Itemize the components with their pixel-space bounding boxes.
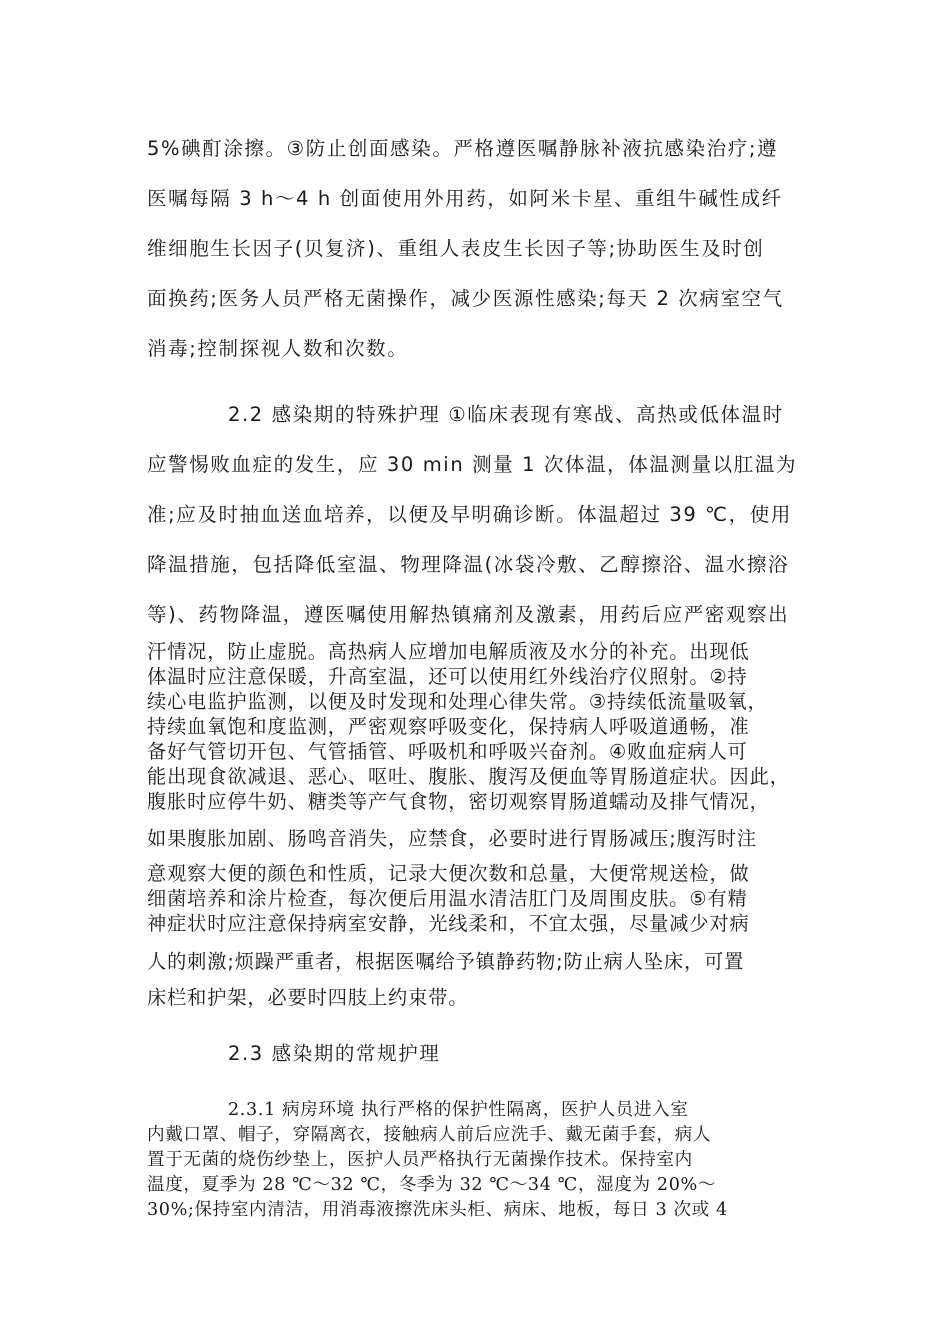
text-line: 床栏和护架，必要时四肢上约束带。 (147, 986, 469, 1009)
text-line: 备好气管切开包、气管插管、呼吸机和呼吸兴奋剂。④败血症病人可 (147, 740, 748, 763)
text-line: 置于无菌的烧伤纱垫上，医护人员严格执行无菌操作技术。保持室内 (147, 1150, 693, 1170)
text-line: 体温时应注意保暖，升高室温，还可以使用红外线治疗仪照射。②持 (147, 665, 748, 688)
text-line: 腹胀时应停牛奶、糖类等产气食物，密切观察胃肠道蠕动及排气情况， (147, 790, 770, 813)
text-line: 维细胞生长因子(贝复济)、重组人表皮生长因子等;协助医生及时创 (147, 237, 765, 260)
text-line: 持续血氧饱和度监测，严密观察呼吸变化，保持病人呼吸道通畅，准 (147, 715, 750, 738)
text-line: 内戴口罩、帽子，穿隔离衣，接触病人前后应洗手、戴无菌手套，病人 (147, 1125, 712, 1145)
text-line: 30%;保持室内清洁，用消毒液擦洗床头柜、病床、地板，每日 3 次或 4 (147, 1200, 728, 1220)
section-2-3-1-heading-line: 2.3.1 病房环境 执行严格的保护性隔离，医护人员进入室 (228, 1100, 689, 1120)
text-line: 面换药;医务人员严格无菌操作，减少医源性感染;每天 2 次病室空气 (147, 287, 784, 310)
text-line: 神症状时应注意保持病室安静，光线柔和，不宜太强，尽量减少对病 (147, 912, 750, 935)
text-line: 准;应及时抽血送血培养，以便及早明确诊断。体温超过 39 ℃，使用 (147, 503, 792, 526)
text-line: 汗情况，防止虚脱。高热病人应增加电解质液及水分的补充。出现低 (147, 640, 750, 663)
text-line: 应警惕败血症的发生，应 30 min 测量 1 次体温，体温测量以肛温为 (147, 453, 798, 476)
text-line: 细菌培养和涂片检查，每次便后用温水清洁肛门及周围皮肤。⑤有精 (147, 887, 748, 910)
text-line: 人的刺激;烦躁严重者，根据医嘱给予镇静药物;防止病人坠床，可置 (147, 950, 745, 973)
text-line: 意观察大便的颜色和性质，记录大便次数和总量，大便常规送检，做 (147, 862, 750, 885)
text-line: 如果腹胀加剧、肠鸣音消失，应禁食，必要时进行胃肠减压;腹泻时注 (147, 827, 757, 850)
text-line: 温度，夏季为 28 ℃～32 ℃，冬季为 32 ℃～34 ℃，湿度为 20%～ (147, 1175, 717, 1195)
text-line: 5%碘酊涂擦。③防止创面感染。严格遵医嘱静脉补液抗感染治疗;遵 (147, 137, 779, 160)
text-line: 等)、药物降温，遵医嘱使用解热镇痛剂及激素，用药后应严密观察出 (147, 603, 790, 626)
text-line: 医嘱每隔 3 h～4 h 创面使用外用药，如阿米卡星、重组牛碱性成纤 (147, 187, 783, 210)
text-line: 续心电监护监测，以便及时发现和处理心律失常。③持续低流量吸氧， (147, 690, 768, 713)
text-line: 降温措施，包括降低室温、物理降温(冰袋冷敷、乙醇擦浴、温水擦浴 (147, 553, 790, 576)
section-2-2-heading-line: 2.2 感染期的特殊护理 ①临床表现有寒战、高热或低体温时 (228, 403, 784, 426)
text-line: 消毒;控制探视人数和次数。 (147, 337, 409, 360)
section-2-3-heading: 2.3 感染期的常规护理 (228, 1042, 441, 1065)
text-line: 能出现食欲减退、恶心、呕吐、腹胀、腹泻及便血等胃肠道症状。因此， (147, 765, 790, 788)
